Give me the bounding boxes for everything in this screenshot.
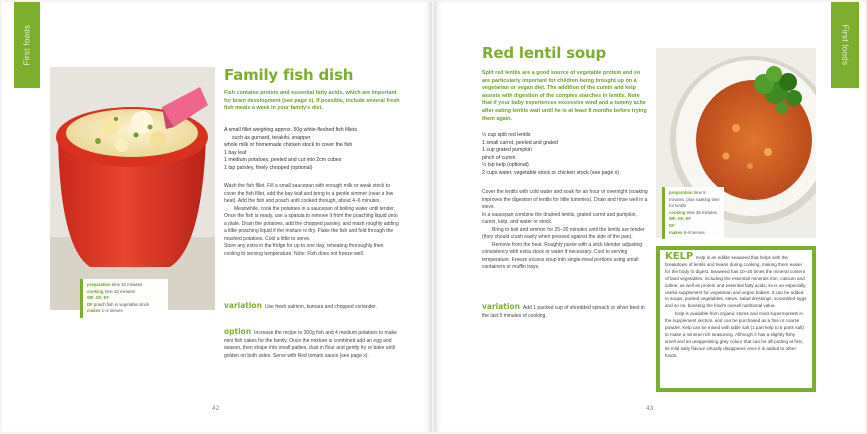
method-text [482,189,648,272]
ingredient-list [482,132,648,178]
option-note: option Increase the recipe to 300g fish and 4 medium potatoes to make mini fish cakes for the family. Once the mixture is combined add an egg and season, then shape into small patties, dust in flour and gently fry or bake until golden on both sides. Serve with Red tomato sauce (see page x). [224,327,397,359]
variation-note: variation Add 1 packed cup of shredded spinach or silver beet in the last 5 minutes of cooking. [482,302,645,319]
list-item: 2 cups water, vegetable stock or chicken stock (see page x) [482,169,619,176]
variation-note: variation Use fresh salmon, kumara and chopped coriander. [224,301,377,310]
list-item: 1 medium potatoes, peeled and cut into 2cm cubes [224,157,342,164]
list-item: such as gurnard, terakihi, snapper [232,134,311,141]
recipe-info-box: preparation time 5 minutes, plus soaking time for lentils cooking time 35 minutes WF, GF, EF DF makes 6–8 serves [662,187,724,239]
recipe-intro: Fish contains protein and essential fatty acids, which are important for brain development (see page x). If possible, include several fresh fish meals a week in your family's diet. [224,90,400,112]
method-paragraph: Wash the fish fillet. Fill a small saucepan with enough milk or weak stock to cover the fish fillet, add the bay leaf and bring to a gentle simmer (near a low heat). Add the fish and poach until cooked through, about 4–6 minutes. [224,183,394,204]
method-paragraph: Remove from the heat. Roughly purée with a stick blender adjusting consistency with extra stock or water if necessary. Cool to serving temperature. Freeze excess soup into single-meal portions using small containers or muffin trays. [482,241,643,270]
list-item: whole milk or homemade chicken stock to cover the fish [224,142,353,149]
method-text [224,183,400,258]
method-paragraph: Meanwhile, cook the potatoes in a saucepan of boiling water until tender. Once the fish is ready, use a spatula to remove it from the poaching liquid onto a plate. Drain the potatoes, add the chopped parsley, and mash roughly adding a little poaching liquid if the mixture is dry. Flake the fish and fold through the mashed potatoes. Cool a little to serve. [224,205,399,242]
kelp-sidebar [656,246,816,392]
section-tab-label: First foods [840,24,850,66]
list-item: 1 tsp parsley, finely chopped (optional) [224,164,313,171]
method-paragraph: In a saucepan combine the drained lentils, grated carrot and pumpkin, cumin, kelp, and water or stock. [482,211,637,225]
list-item: 1 bay leaf [224,149,247,156]
list-item: pinch of cumin [482,154,516,161]
recipe-title: Family fish dish [224,66,354,84]
left-page [2,2,432,432]
kelp-paragraph: Kelp is available from organic stores and most supermarkets in the supplement section, and can be purchased as a fine or coarse powder. Kelp can be mixed with table salt (1 part kelp to 5 parts salt) to make a mineral-rich seasoning. Although it has a slightly fishy smell and an unappetising grey colour that can be off-putting at first, its mild salty flavour virtually disappears once it is added to other foods. [665,311,804,358]
fish-dish-photo [50,67,215,310]
section-tab [14,2,40,88]
method-paragraph: Bring to boil and simmer for 25–30 minutes until the lentils are tender (they should crush easily when pressed against the side of the pan). [482,226,645,240]
ingredient-list [224,127,400,173]
recipe-info-box: preparation time 10 minutes cooking time 10 minutes WF, GF, EF DF poach fish in vegetable stock makes 1–2 serves [80,279,168,318]
recipe-title: Red lentil soup [482,44,607,62]
right-page [434,2,865,432]
page-number: 42 [212,405,220,412]
list-item: ½ cup split red lentils [482,132,531,138]
kelp-paragraph: KELP Kelp is an edible seaweed that helps with the breakdown of lentils and beans during cooking, making them easier for the body to digest. Seaweed has 10–20 times the mineral content of land vegetables, including the essential minerals iron, calcium and iodine, as well as protein and essential fatty acids, so is an especially useful supplement for vegetarian and vegan babies. It can be added to soups, puréed vegetables, stews, salad dressings, scrambled eggs and so on, boosting the food's overall nutritional value. [665,251,807,309]
method-paragraph: Store any extra in the fridge for up to one day, reheating thoroughly then cooling to serving temperature. Note: Fish does not freeze well. [224,243,384,257]
method-paragraph: Cover the lentils with cold water and soak for an hour or overnight (soaking improves the digestion of lentils for little tummies). Drain and rinse well in a sieve. [482,189,648,210]
recipe-intro: Split red lentils are a good source of vegetable protein and so are particularly important for children being brought up on a vegetarian or vegan diet. The addition of the cumin and kelp assists with digestion of the complex starches in lentils. Note that if your baby experiences excessive wind and a tummy ache after eating lentils wait until he is at least 8 months before trying them again. [482,70,647,122]
section-tab [831,2,859,88]
list-item: 1 cup grated pumpkin [482,147,532,154]
section-tab-label: First foods [22,24,32,66]
page-number: 43 [646,405,654,412]
list-item: 1 small carrot, peeled and grated [482,139,558,146]
list-item: ½ tsp kelp (optional) [482,162,529,169]
ramekin-illustration [50,67,215,310]
list-item: A small fillet weighing approx. 50g white-fleshed fish fillets [224,127,357,133]
